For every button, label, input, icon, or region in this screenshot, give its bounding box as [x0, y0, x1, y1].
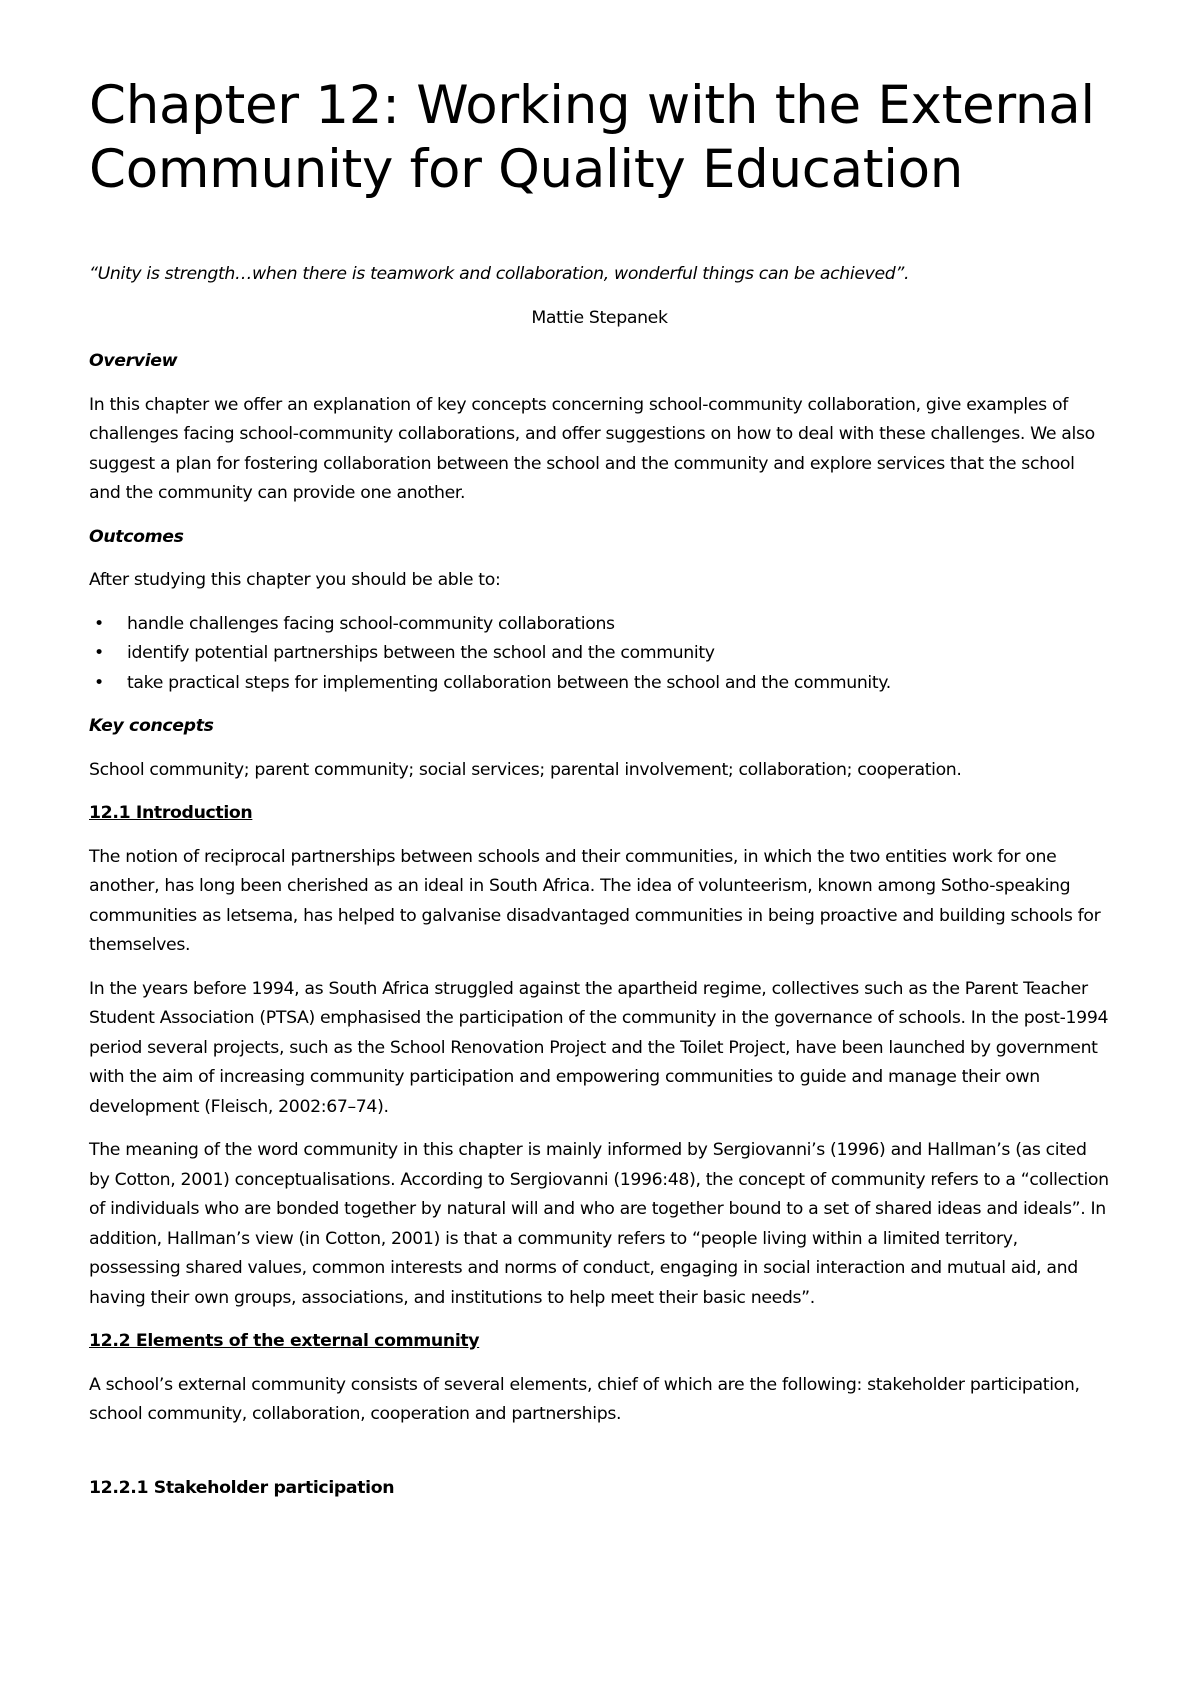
outcomes-heading: Outcomes	[89, 526, 184, 547]
section-12-1-heading: 12.1 Introduction	[89, 803, 253, 823]
section-12-1-paragraph: The notion of reciprocal partnerships between schools and their communities, in which the two entities work for one another, has long been cherished as an ideal in South Africa. The idea of volunteerism, known among Sotho-speaking communities as letsema, has helped to galvanise disadvantaged communities in being proactive and building schools for themselves.	[89, 846, 1101, 955]
section-12-2-text: A school’s external community consists of several elements, chief of which are the following: stakeholder participation, school community, collaboration, cooperation and partnerships.	[89, 1374, 1080, 1424]
list-item-text: take practical steps for implementing collaboration between the school and the community.	[127, 672, 891, 693]
section-12-2-heading: 12.2 Elements of the external community	[89, 1331, 480, 1351]
bullet-icon: •	[94, 672, 104, 693]
epigraph-author: Mattie Stepanek	[531, 307, 668, 328]
bullet-icon: •	[94, 643, 104, 663]
outcomes-intro: After studying this chapter you should be able to:	[89, 570, 501, 590]
section-12-1-paragraph: In the years before 1994, as South Africa struggled against the apartheid regime, collectives such as the Parent Teacher Student Association (PTSA) emphasised the participation of the community in the governance of schools. In the post-1994 period several projects, such as the School Renovation Project and the Toilet Project, have been launched by government with the aim of increasing community participation and empowering communities to guide and manage their own development (Fleisch, 2002:67–74).	[89, 978, 1109, 1117]
list-item-text: handle challenges facing school-community collaborations	[127, 613, 615, 634]
section-12-2-1-heading: 12.2.1 Stakeholder participation	[89, 1477, 395, 1498]
outcomes-list	[89, 610, 1110, 699]
chapter-title: Chapter 12: Working with the External Community for Quality Education	[89, 75, 1095, 200]
key-concepts-text: School community; parent community; social services; parental involvement; collaboration; cooperation.	[89, 759, 962, 780]
section-12-1-paragraph: The meaning of the word community in this chapter is mainly informed by Sergiovanni’s (1996) and Hallman’s (as cited by Cotton, 2001) conceptualisations. According to Sergiovanni (1996:48), the concept of community refers to a “collection of individuals who are bonded together by natural will and who are together bound to a set of shared ideas and ideals”. In addition, Hallman’s view (in Cotton, 2001) is that a community refers to “people living within a limited territory, possessing shared values, common interests and norms of conduct, engaging in social interaction and mutual aid, and having their own groups, associations, and institutions to help meet their basic needs”.	[89, 1140, 1109, 1308]
overview-text: In this chapter we offer an explanation of key concepts concerning school-community collaboration, give examples of challenges facing school-community collaborations, and offer suggestions on how to deal with these challenges. We also suggest a plan for fostering collaboration between the school and the community and explore services that the school and the community can provide one another.	[89, 394, 1095, 503]
list-item-text: identify potential partnerships between the school and the community	[127, 643, 715, 663]
list-item	[89, 639, 1110, 669]
overview-heading: Overview	[89, 351, 178, 371]
key-concepts-heading: Key concepts	[89, 716, 214, 736]
spacer	[89, 1444, 1110, 1474]
epigraph-quote: “Unity is strength…when there is teamwork and collaboration, wonderful things can be achieved”.	[89, 264, 910, 284]
list-item	[89, 610, 1110, 640]
list-item	[89, 669, 1110, 699]
bullet-icon: •	[94, 613, 104, 634]
